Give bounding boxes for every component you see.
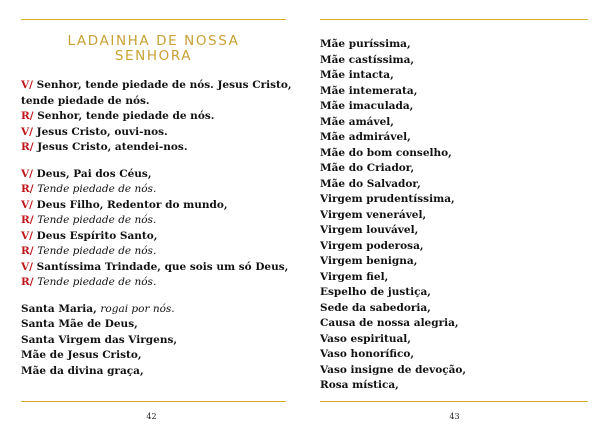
top-rule [320,19,588,20]
litany-line [21,317,292,333]
litany-line [21,109,292,125]
litany-line [21,182,292,198]
response-marker: R/ [21,141,34,153]
litany-line [21,333,292,349]
litany-line [21,140,292,156]
litany-line [21,125,292,141]
litany-line [21,364,292,380]
versicle-marker: V/ [21,79,33,91]
invocation-text: Deus Espírito Santo, [36,229,158,242]
invocation-text: Senhor, tende piedade de nós. [37,110,215,122]
invocation-line: Virgem fiel, [320,270,389,283]
response-text: Tende piedade de nós. [37,214,157,226]
invocation-text: Deus, Pai dos Céus, [36,167,152,180]
page-title [21,34,286,64]
response-text: Tende piedade de nós. [37,245,157,257]
invocation-line: Espelho de justiça, [320,286,431,298]
invocation-line: Rosa mística, [320,379,399,391]
invocation-line: Vaso espiritual, [320,332,411,345]
invocation-line: Virgem venerável, [320,208,427,221]
versicle-marker: V/ [21,125,33,138]
invocation-line: Vaso honorífico, [320,348,415,360]
versicle-marker: V/ [21,260,33,273]
bottom-rule [21,401,286,402]
litany-line [21,348,292,364]
top-rule [21,19,286,20]
litany-line [21,94,292,110]
litany-line [21,275,292,291]
litany-line [21,78,292,94]
invocation-text: Santa Virgem das Virgens, [21,333,178,346]
invocation-text: Jesus Cristo, atendei-nos. [37,141,188,153]
invocation-text: Santíssima Trindade, que sois um só Deus, [36,260,289,273]
invocation-line: Causa de nossa alegria, [320,317,459,329]
response-text: Tende piedade de nós. [37,183,157,195]
invocation-line: Mãe imaculada, [320,100,414,112]
invocation-line: Mãe puríssima, [320,38,411,50]
invocation-line: Virgem poderosa, [320,239,424,252]
response-marker: R/ [21,183,34,195]
invocation-line: Mãe do Criador, [320,162,415,174]
invocation-line: Mãe do bom conselho, [320,146,452,159]
response-marker: R/ [21,245,34,257]
invocation-text: tende piedade de nós. [21,94,150,107]
invocation-text: Mãe de Jesus Cristo, [21,349,142,361]
title-line-1: LADAINHA DE NOSSA [67,33,240,49]
title-line-2: SENHORA [114,48,193,64]
invocation-text: Santa Maria, [21,302,97,315]
versicle-marker: V/ [21,167,33,180]
invocation-text: Deus Filho, Redentor do mundo, [36,198,228,211]
response-marker: R/ [21,214,34,226]
invocation-line: Vaso insigne de devoção, [320,363,467,376]
invocation-line: Virgem louvável, [320,224,419,236]
invocation-text: Jesus Cristo, ouvi-nos. [36,125,168,138]
bottom-rule [320,401,588,402]
invocation-line: Mãe intacta, [320,69,394,81]
stanza-gap [21,291,292,302]
invocation-line: Mãe do Salvador, [320,177,421,190]
litany-line [21,213,292,229]
invocation-line: Mãe intemerata, [320,84,418,97]
page-number: 42 [146,412,157,421]
invocation-text: Santa Mãe de Deus, [21,318,138,330]
right-page [303,0,606,432]
invocation-line: Virgem prudentíssima, [320,193,455,205]
invocation-line: Mãe amável, [320,115,394,128]
response-text: Tende piedade de nós. [37,276,157,288]
invocation-line: Virgem benigna, [320,255,418,267]
response-text: rogai por nós. [100,302,175,315]
litany-text-left [21,78,292,379]
litany-line [21,302,292,318]
litany-line [21,229,292,245]
invocation-line: Mãe admirável, [320,131,411,143]
invocation-text: Senhor, tende piedade de nós. Jesus Cristo, [36,79,292,91]
stanza-gap [21,156,292,167]
litany-line [21,244,292,260]
litany-line [21,167,292,183]
response-marker: R/ [21,110,34,122]
invocation-line: Sede da sabedoria, [320,301,431,314]
invocation-text: Mãe da divina graça, [21,364,144,377]
versicle-marker: V/ [21,229,33,242]
response-marker: R/ [21,276,34,288]
page-number: 43 [449,412,460,421]
litany-line [21,198,292,214]
litany-text-right [320,37,466,394]
invocation-line: Mãe castíssima, [320,53,415,66]
versicle-marker: V/ [21,198,33,211]
litany-line [21,260,292,276]
